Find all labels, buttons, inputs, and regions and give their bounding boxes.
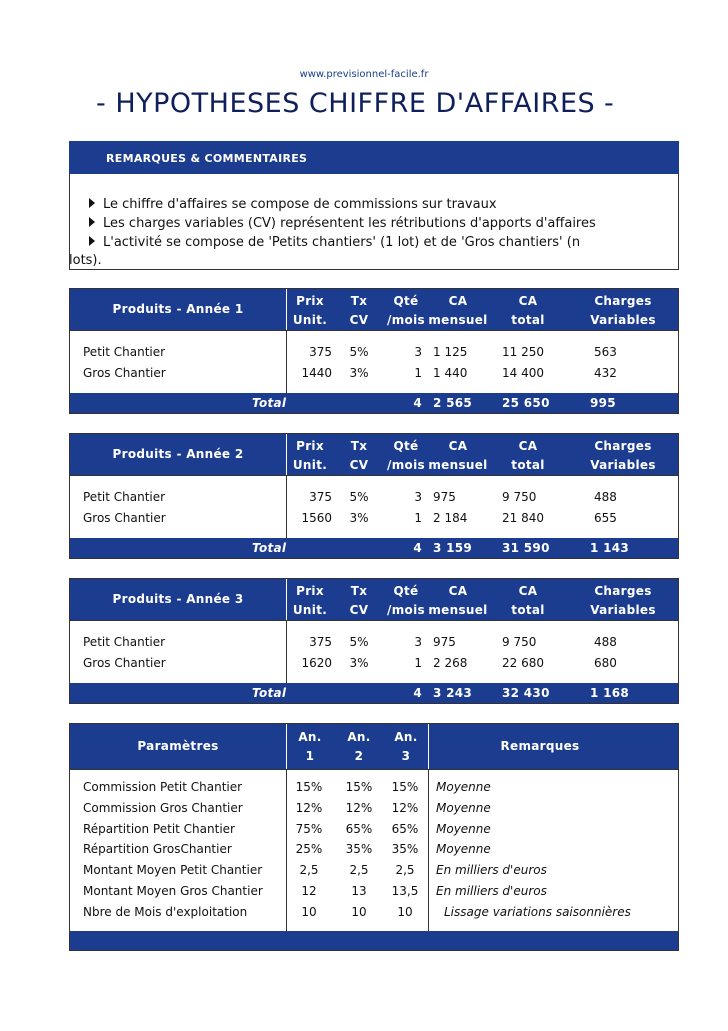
param-an3: 65% [391, 821, 419, 836]
total-row [70, 538, 678, 558]
cell-ca-mensuel: 2 268 [433, 656, 468, 670]
total-ca-total: 25 650 [502, 396, 550, 410]
cell-tx: 5% [349, 635, 369, 649]
remark-text-4: lots). [69, 253, 102, 268]
col-header-charges: Charges Variables [590, 584, 656, 617]
cell-ca-mensuel: 1 440 [433, 366, 468, 380]
param-name: Répartition Petit Chantier [83, 821, 235, 836]
row-name: Gros Chantier [83, 656, 166, 670]
cell-ca-mensuel: 975 [433, 490, 456, 504]
total-charges: 1 143 [590, 541, 630, 555]
col-header-qte: Qté /mois [387, 584, 425, 617]
total-qte: 4 [413, 396, 422, 410]
total-ca-mensuel: 3 159 [433, 541, 473, 555]
total-row [70, 393, 678, 413]
col-header-ca_m: CA mensuel [428, 294, 488, 327]
cell-tx: 5% [349, 345, 369, 359]
cell-ca-mensuel: 2 184 [433, 511, 468, 525]
param-an3: 12% [391, 800, 419, 815]
total-ca-mensuel: 2 565 [433, 396, 473, 410]
year-title: Produits - Année 2 [112, 447, 244, 461]
param-an2: 12% [345, 800, 373, 815]
year-title: Produits - Année 1 [112, 302, 244, 316]
col-header-tx: Tx CV [349, 584, 369, 617]
param-an2: 15% [345, 780, 373, 794]
total-label: Total [252, 396, 287, 410]
param-remarks-header: Remarques [500, 739, 580, 753]
param-col-an3: An. 3 [394, 730, 418, 763]
col-header-prix: Prix Unit. [292, 294, 328, 327]
param-remark: Moyenne [436, 821, 491, 836]
cell-charges: 563 [594, 345, 617, 359]
param-name: Montant Moyen Petit Chantier [83, 863, 263, 878]
col-header-ca_t: CA total [511, 439, 545, 472]
col-header-tx: Tx CV [349, 294, 369, 327]
cell-tx: 3% [349, 366, 369, 380]
cell-qte: 1 [414, 366, 422, 380]
total-qte: 4 [413, 541, 422, 555]
col-header-charges: Charges Variables [590, 294, 656, 327]
row-name: Petit Chantier [83, 345, 166, 359]
cell-ca-mensuel: 975 [433, 635, 456, 649]
param-an1: 10 [301, 904, 317, 919]
cell-charges: 488 [594, 635, 617, 649]
param-col-an2: An. 2 [347, 730, 371, 763]
cell-prix: 1560 [301, 511, 332, 525]
param-an2: 35% [345, 842, 373, 857]
col-header-tx: Tx CV [349, 439, 369, 472]
param-remark: Moyenne [436, 800, 491, 815]
param-name: Nbre de Mois d'exploitation [83, 904, 248, 919]
total-ca-total: 31 590 [502, 541, 550, 555]
row-name: Petit Chantier [83, 490, 166, 504]
cell-ca-total: 21 840 [502, 511, 544, 525]
param-an1: 15% [295, 780, 323, 794]
param-an1: 12% [295, 800, 323, 815]
total-charges: 1 168 [590, 686, 630, 700]
cell-qte: 3 [414, 345, 422, 359]
cell-prix: 1440 [301, 366, 332, 380]
remarks-body [69, 174, 679, 270]
page-title [96, 88, 615, 119]
cell-tx: 3% [349, 511, 369, 525]
cell-prix: 1620 [301, 656, 332, 670]
year-table-3 [69, 578, 679, 704]
param-remark: En milliers d'euros [436, 884, 547, 898]
col-header-prix: Prix Unit. [292, 584, 328, 617]
row-name: Petit Chantier [83, 635, 166, 649]
param-an2: 10 [351, 904, 367, 919]
row-name: Gros Chantier [83, 511, 166, 525]
param-an3: 15% [391, 780, 419, 794]
param-an3: 2,5 [395, 863, 415, 878]
remarks-header [69, 141, 679, 174]
bullet-triangle-icon [89, 236, 95, 246]
param-name: Commission Gros Chantier [83, 800, 243, 815]
col-header-prix: Prix Unit. [292, 439, 328, 472]
param-an1: 12 [301, 884, 317, 898]
param-name: Répartition GrosChantier [83, 842, 232, 857]
cell-tx: 3% [349, 656, 369, 670]
bullet-triangle-icon [89, 198, 95, 208]
cell-ca-total: 11 250 [502, 345, 544, 359]
param-col-an1: An. 1 [298, 730, 322, 763]
page-title-text: - HYPOTHESES CHIFFRE D'AFFAIRES [96, 88, 596, 119]
params-header [70, 724, 678, 769]
cell-charges: 680 [594, 656, 617, 670]
cell-prix: 375 [309, 490, 332, 504]
total-ca-mensuel: 3 243 [433, 686, 473, 700]
cell-qte: 1 [414, 511, 422, 525]
col-header-ca_t: CA total [511, 584, 545, 617]
col-header-qte: Qté /mois [387, 294, 425, 327]
param-an1: 75% [295, 821, 323, 836]
cell-qte: 3 [414, 635, 422, 649]
col-header-charges: Charges Variables [590, 439, 656, 472]
remark-line-3 [89, 235, 580, 250]
cell-ca-mensuel: 1 125 [433, 345, 468, 359]
param-an2: 13 [351, 884, 367, 898]
remark-line-1 [89, 197, 497, 212]
total-label: Total [252, 541, 287, 555]
param-remark: Moyenne [436, 842, 491, 857]
col-header-qte: Qté /mois [387, 439, 425, 472]
row-name: Gros Chantier [83, 366, 166, 380]
param-remark: Lissage variations saisonnières [444, 904, 631, 919]
cell-ca-total: 14 400 [502, 366, 544, 380]
cell-prix: 375 [309, 635, 332, 649]
param-an1: 25% [295, 842, 323, 857]
param-name: Commission Petit Chantier [83, 780, 243, 794]
remark-line-4 [69, 253, 102, 268]
remark-text-1: Le chiffre d'affaires se compose de commissions sur travaux [103, 197, 497, 212]
remark-text-2: Les charges variables (CV) représentent les rétributions d'apports d'affaires [103, 216, 596, 231]
params-footer [70, 931, 678, 950]
params-table [69, 723, 679, 951]
col-header-ca_t: CA total [511, 294, 545, 327]
cell-charges: 655 [594, 511, 617, 525]
remark-text-3: L'activité se compose de 'Petits chantiers' (1 lot) et de 'Gros chantiers' (n [103, 235, 581, 250]
param-an1: 2,5 [299, 863, 319, 878]
year-header [70, 289, 678, 330]
page-title-end: - [604, 88, 615, 119]
remarks-header-label: REMARQUES & COMMENTAIRES [106, 152, 308, 165]
cell-prix: 375 [309, 345, 332, 359]
cell-ca-total: 9 750 [502, 490, 537, 504]
year-header [70, 579, 678, 620]
total-charges: 995 [590, 396, 616, 410]
cell-ca-total: 22 680 [502, 656, 544, 670]
cell-tx: 5% [349, 490, 369, 504]
website-url[interactable]: www.previsionnel-facile.fr [299, 69, 429, 80]
total-row [70, 683, 678, 703]
total-qte: 4 [413, 686, 422, 700]
cell-charges: 432 [594, 366, 617, 380]
remark-line-2 [89, 216, 596, 231]
param-name: Montant Moyen Gros Chantier [83, 884, 263, 898]
param-remark: En milliers d'euros [436, 863, 547, 878]
total-label: Total [252, 686, 287, 700]
param-an3: 13,5 [391, 884, 419, 898]
year-title: Produits - Année 3 [112, 592, 244, 606]
param-remark: Moyenne [436, 780, 491, 794]
params-title: Paramètres [137, 739, 219, 753]
total-ca-total: 32 430 [502, 686, 550, 700]
year-table-1 [69, 288, 679, 414]
year-table-2 [69, 433, 679, 559]
param-an3: 10 [397, 904, 413, 919]
cell-charges: 488 [594, 490, 617, 504]
param-an2: 2,5 [349, 863, 369, 878]
cell-qte: 3 [414, 490, 422, 504]
param-an3: 35% [391, 842, 419, 857]
cell-qte: 1 [414, 656, 422, 670]
col-header-ca_m: CA mensuel [428, 584, 488, 617]
col-header-ca_m: CA mensuel [428, 439, 488, 472]
param-an2: 65% [345, 821, 373, 836]
bullet-triangle-icon [89, 217, 95, 227]
year-header [70, 434, 678, 475]
cell-ca-total: 9 750 [502, 635, 537, 649]
